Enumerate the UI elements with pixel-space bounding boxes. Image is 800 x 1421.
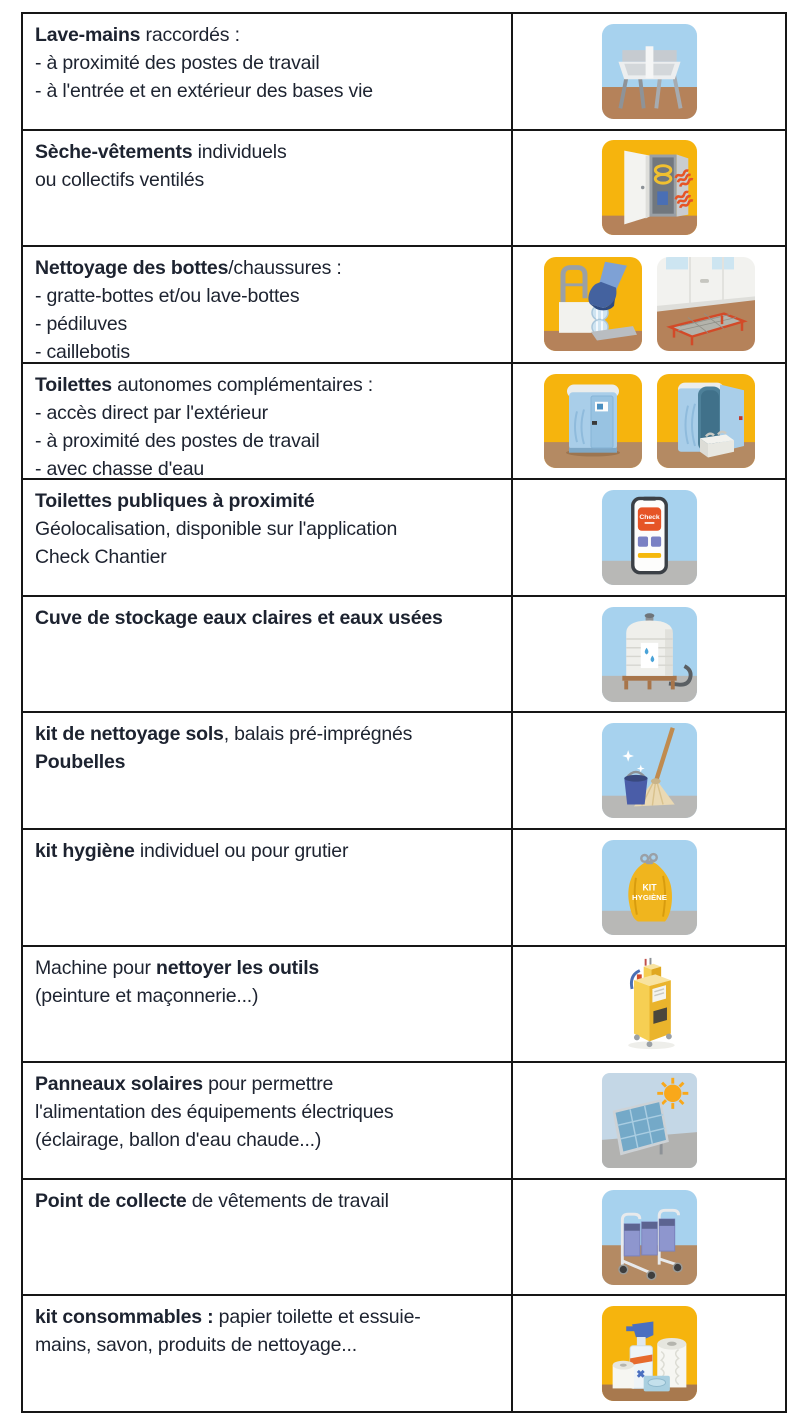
table-row-panneaux-solaires — [23, 1063, 785, 1180]
row-icon-cell — [513, 713, 785, 828]
text-segment: /chaussures : — [228, 257, 342, 280]
app-label: Check — [638, 514, 660, 522]
row-text-cell — [23, 597, 513, 712]
text-segment: (peinture et maçonnerie...) — [35, 984, 259, 1007]
text-segment: Machine pour — [35, 956, 156, 979]
text-segment: kit hygiène — [35, 840, 135, 863]
table-row-nettoyage-bottes — [23, 247, 785, 364]
bag-label-kit: KIT — [641, 882, 657, 893]
text-segment: - gratte-bottes et/ou lave-bottes — [35, 285, 300, 308]
text-segment: Check Chantier — [35, 546, 167, 569]
text-line — [35, 282, 497, 310]
row-icon-cell — [513, 131, 785, 246]
text-segment: - pédiluves — [35, 313, 128, 336]
text-segment: individuels — [192, 140, 287, 163]
water-tank-icon — [601, 606, 698, 703]
text-segment: de vêtements de travail — [186, 1189, 389, 1212]
text-segment: Poubelles — [35, 751, 126, 774]
text-segment: Cuve de stockage eaux claires et eaux usées — [35, 606, 443, 629]
bag-label-hygiene: HYGIÈNE — [631, 892, 667, 902]
drying-cabinet-icon — [601, 139, 698, 236]
grating-icon — [656, 256, 756, 352]
text-line — [35, 1070, 497, 1098]
text-segment: - à proximité des postes de travail — [35, 429, 320, 452]
washbasin-icon — [601, 23, 698, 120]
tool-washer-icon — [601, 955, 698, 1052]
text-line — [35, 720, 497, 748]
row-icon-cell — [513, 1180, 785, 1295]
text-segment: l'alimentation des équipements électriques — [35, 1101, 394, 1124]
text-line — [35, 1331, 497, 1359]
row-icon-cell — [513, 1296, 785, 1411]
collection-cart-icon — [601, 1189, 698, 1286]
text-segment: Géolocalisation, disponible sur l'application — [35, 518, 398, 541]
row-text-cell — [23, 247, 513, 362]
table-row-lave-mains — [23, 14, 785, 131]
row-text-cell — [23, 1063, 513, 1178]
row-text-cell — [23, 14, 513, 129]
table-row-kit-hygiene — [23, 830, 785, 947]
text-segment: (éclairage, ballon d'eau chaude...) — [35, 1129, 322, 1152]
text-segment: - caillebotis — [35, 341, 130, 364]
table-row-point-collecte — [23, 1180, 785, 1297]
text-line — [35, 254, 497, 282]
text-segment: Point de collecte — [35, 1189, 187, 1212]
text-line — [35, 1303, 497, 1331]
text-line — [35, 21, 497, 49]
check-chantier-app-icon — [601, 489, 698, 586]
text-line — [35, 399, 497, 427]
row-icon-cell — [513, 830, 785, 945]
text-segment: - à l'entrée et en extérieur des bases vie — [35, 80, 373, 102]
text-segment: individuel ou pour grutier — [134, 840, 349, 863]
text-segment: papier toilette et essuie- — [213, 1306, 421, 1329]
row-text-cell — [23, 713, 513, 828]
text-line — [35, 515, 497, 543]
text-segment: Panneaux solaires — [35, 1073, 203, 1096]
mop-bucket-icon — [601, 722, 698, 819]
table-row-cuve-stockage — [23, 597, 785, 714]
text-line — [35, 310, 497, 338]
text-segment: kit de nettoyage sols — [35, 723, 224, 746]
text-segment: Toilettes publiques à proximité — [35, 490, 315, 513]
row-icon-cell — [513, 364, 785, 479]
row-text-cell — [23, 947, 513, 1062]
text-segment: kit consommables : — [35, 1306, 214, 1329]
hygiene-kit-bag-icon — [601, 839, 698, 936]
text-line — [35, 49, 497, 77]
row-text-cell — [23, 1296, 513, 1411]
boot-washer-icon — [543, 256, 643, 352]
text-line — [35, 487, 497, 515]
text-segment: Nettoyage des bottes — [35, 257, 229, 280]
solar-panel-icon — [601, 1072, 698, 1169]
consumables-icon — [601, 1305, 698, 1402]
table-row-toilettes-publiques — [23, 480, 785, 597]
text-segment: mains, savon, produits de nettoyage... — [35, 1334, 357, 1357]
text-line — [35, 604, 497, 632]
portable-toilet-open-icon — [656, 373, 756, 469]
row-text-cell — [23, 1180, 513, 1295]
row-icon-cell — [513, 1063, 785, 1178]
text-segment: Lave-mains — [35, 24, 141, 46]
text-line — [35, 427, 497, 455]
text-line — [35, 954, 497, 982]
row-icon-cell — [513, 947, 785, 1062]
text-line — [35, 748, 497, 776]
text-line — [35, 1126, 497, 1154]
text-segment: Toilettes — [35, 373, 112, 396]
table-row-kit-consommables — [23, 1296, 785, 1411]
text-line — [35, 543, 497, 571]
portable-toilet-icon — [543, 373, 643, 469]
row-text-cell — [23, 830, 513, 945]
row-icon-cell — [513, 14, 785, 129]
text-segment: raccordés : — [140, 24, 240, 46]
table-row-machine-outils — [23, 947, 785, 1064]
text-line — [35, 138, 497, 166]
text-segment: ou collectifs ventilés — [35, 168, 205, 191]
row-icon-cell — [513, 480, 785, 595]
row-icon-cell — [513, 247, 785, 362]
text-line — [35, 982, 497, 1010]
text-line — [35, 455, 497, 483]
text-segment: pour permettre — [202, 1073, 334, 1096]
text-line — [35, 371, 497, 399]
text-line — [35, 166, 497, 194]
text-line — [35, 1098, 497, 1126]
row-text-cell — [23, 480, 513, 595]
text-segment: autonomes complémentaires : — [111, 373, 373, 396]
table-row-seche-vetements — [23, 131, 785, 248]
text-segment: nettoyer les outils — [155, 956, 320, 979]
text-segment: - avec chasse d'eau — [35, 457, 205, 480]
text-segment: Sèche-vêtements — [35, 140, 193, 163]
row-text-cell — [23, 131, 513, 246]
text-line — [35, 338, 497, 366]
text-line — [35, 77, 497, 105]
table-row-kit-nettoyage-sols — [23, 713, 785, 830]
facilities-table — [21, 12, 787, 1413]
row-icon-cell — [513, 597, 785, 712]
row-text-cell — [23, 364, 513, 479]
table-row-toilettes-autonomes — [23, 364, 785, 481]
text-line — [35, 837, 497, 865]
text-segment: - à proximité des postes de travail — [35, 52, 320, 74]
text-segment: - accès direct par l'extérieur — [35, 401, 268, 424]
text-line — [35, 1187, 497, 1215]
text-segment: , balais pré-imprégnés — [223, 723, 413, 746]
